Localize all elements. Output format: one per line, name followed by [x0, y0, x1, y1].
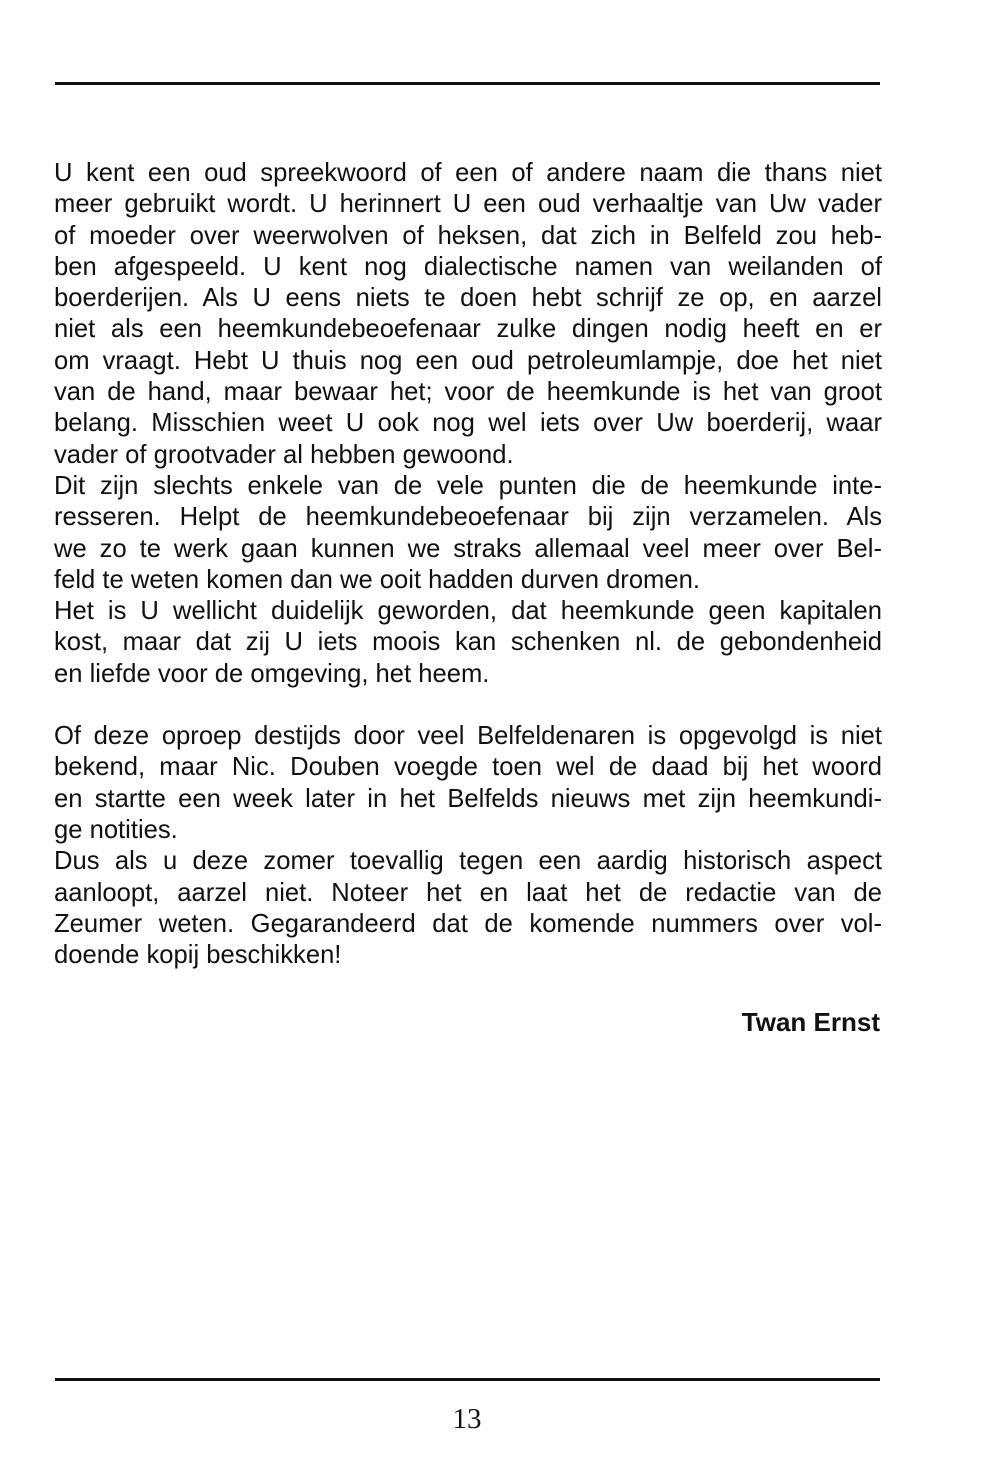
text-line: meer gebruikt wordt. U herinnert U een oud verhaaltje van Uw vader [54, 190, 882, 219]
text-line: U kent een oud spreekwoord of een of andere naam die thans niet [54, 159, 882, 187]
page-number: 13 [452, 1403, 482, 1435]
text-line: Of deze oproep destijds door veel Belfeldenaren is opgevolgd is niet [54, 722, 882, 751]
text-line: van de hand, maar bewaar het; voor de heemkunde is het van groot [54, 378, 882, 407]
text-line: en startte een week later in het Belfelds nieuws met zijn heemkundi- [54, 784, 882, 813]
text-line: ge notities. [54, 815, 178, 844]
text-line: doende kopij beschikken! [54, 941, 342, 970]
text-line: om vraagt. Hebt U thuis nog een oud petroleumlampje, doe het niet [54, 346, 882, 375]
text-line: Dit zijn slechts enkele van de vele punten die de heemkunde inte- [54, 471, 882, 500]
text-line: ben afgespeeld. U kent nog dialectische namen van weilanden of [54, 252, 882, 281]
paragraph-2 [54, 471, 882, 596]
text-line: belang. Misschien weet U ook nog wel iets over Uw boerderij, waar [54, 409, 882, 438]
text-line: vader of grootvader al hebben gewoond. [54, 440, 514, 469]
text-line: Dus als u deze zomer toevallig tegen een aardig historisch aspect [54, 847, 882, 876]
text-line: Zeumer weten. Gegarandeerd dat de komende nummers over vol- [54, 909, 882, 938]
paragraph-spacer [54, 690, 882, 721]
text-line: bekend, maar Nic. Douben voegde toen wel de daad bij het woord [54, 753, 882, 782]
text-line: of moeder over weerwolven of heksen, dat zich in Belfeld zou heb- [54, 221, 882, 250]
text-line: en liefde voor de omgeving, het heem. [54, 659, 490, 688]
text-line: boerderijen. Als U eens niets te doen hebt schrijf ze op, en aarzel [54, 284, 882, 313]
text-line: resseren. Helpt de heemkundebeoefenaar bij zijn verzamelen. Als [54, 503, 882, 532]
bottom-rule [55, 1378, 880, 1381]
text-line: niet als een heemkundebeoefenaar zulke dingen nodig heeft en er [54, 315, 882, 344]
article-body [54, 158, 882, 971]
paragraph-3 [54, 596, 882, 690]
text-line: feld te weten komen dan we ooit hadden durven dromen. [54, 565, 700, 594]
text-line: we zo te werk gaan kunnen we straks allemaal veel meer over Bel- [54, 534, 882, 563]
text-line: Het is U wellicht duidelijk geworden, dat heemkunde geen kapitalen [54, 597, 882, 626]
paragraph-5 [54, 846, 882, 971]
text-line: aanloopt, aarzel niet. Noteer het en laat het de redactie van de [54, 878, 882, 907]
paragraph-1 [54, 158, 882, 471]
top-rule [55, 82, 880, 85]
author-signature: Twan Ernst [741, 1007, 880, 1037]
paragraph-4 [54, 721, 882, 846]
text-line: kost, maar dat zij U iets moois kan schenken nl. de gebondenheid [54, 628, 882, 657]
